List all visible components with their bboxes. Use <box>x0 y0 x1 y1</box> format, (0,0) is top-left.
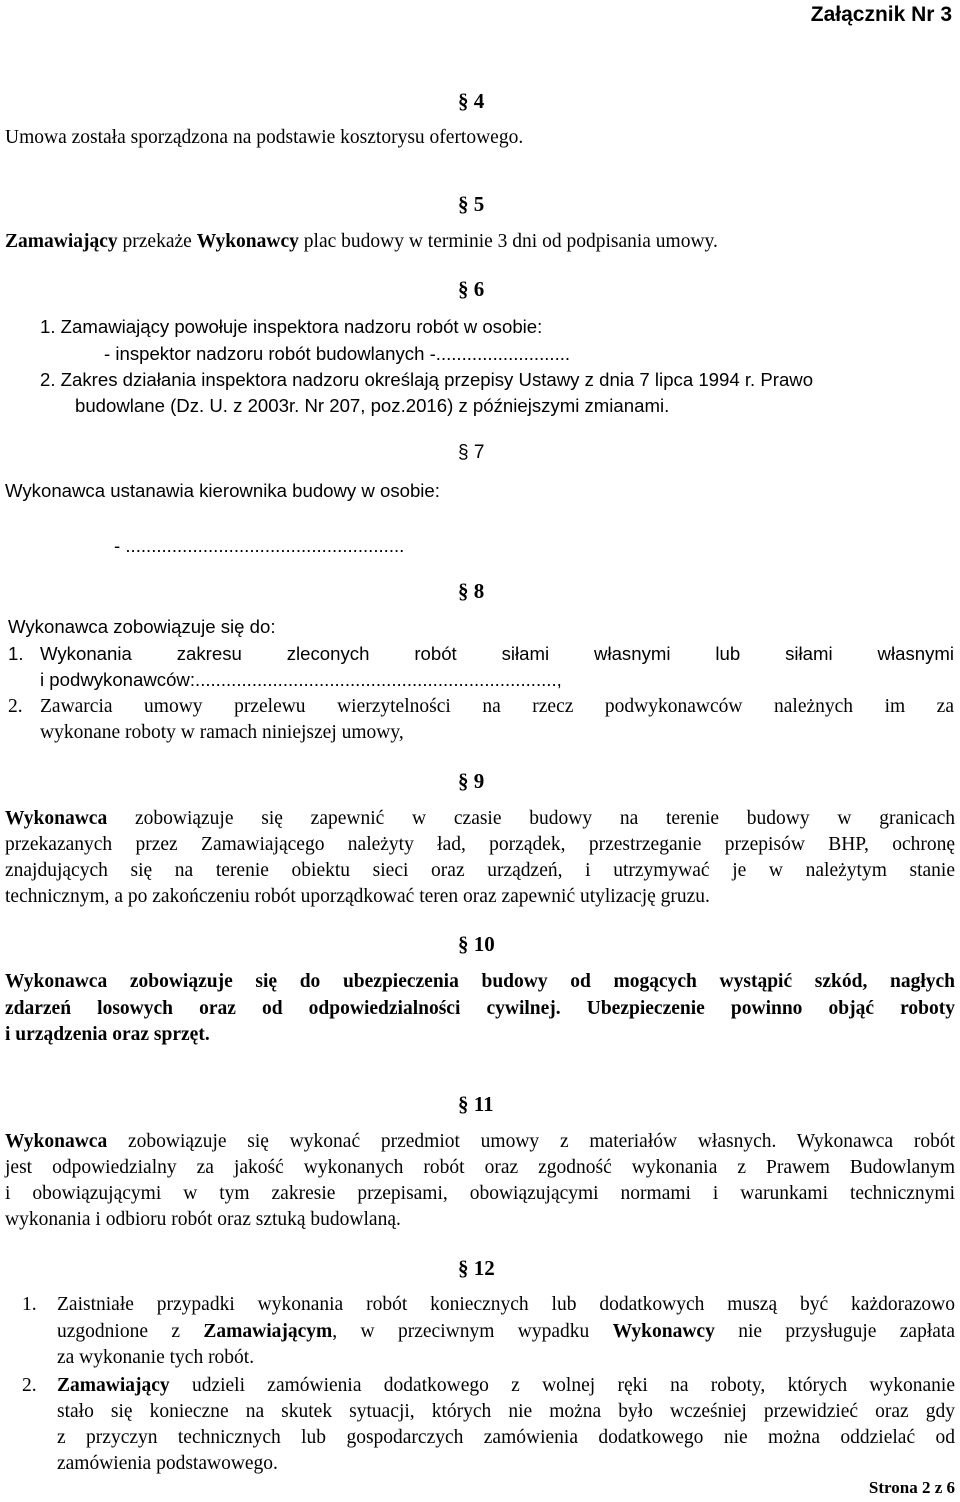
text-span: zobowiązuje się zapewnić w czasie budowy na terenie budowy w granicach <box>107 808 955 829</box>
text-span: udzieli zamówienia dodatkowego z wolnej ręki na roboty, których wykonanie <box>169 1375 955 1396</box>
section-8-item-1-num: 1. <box>8 643 24 664</box>
party-name: Zamawiający <box>57 1375 170 1396</box>
section-9-line-3: znajdujących się na terenie obiektu sieci oraz urządzeń, i utrzymywać je w należytym stanie <box>5 860 955 881</box>
section-12-item-1-line-1: Zaistniałe przypadki wykonania robót koniecznych lub dodatkowych muszą być każdorazowo <box>57 1294 955 1315</box>
section-9-line-2: przekazanych przez Zamawiającego należyty ład, porządek, przestrzeganie przepisów BHP, ochronę <box>5 834 955 855</box>
party-name: Zamawiający <box>5 231 118 252</box>
section-11-line-1 <box>5 1129 955 1155</box>
section-5-heading: § 5 <box>458 192 485 216</box>
text-span: uzgodnione z <box>57 1321 204 1342</box>
section-9-heading: § 9 <box>458 769 485 793</box>
section-6-item-2-line-2: budowlane (Dz. U. z 2003r. Nr 207, poz.2016) z późniejszymi zmianami. <box>75 395 670 416</box>
text-span: przekaże <box>117 231 197 252</box>
section-8-item-1-line-1: Wykonania zakresu zleconych robót siłami własnymi lub siłami własnymi <box>40 643 954 664</box>
section-7-dash-line: - ...................................................... <box>114 535 405 556</box>
section-9-line-1 <box>5 806 955 832</box>
text-span: nie przysługuje zapłata <box>714 1321 955 1342</box>
section-10-line-2: zdarzeń losowych oraz od odpowiedzialności cywilnej. Ubezpieczenie powinno objąć roboty <box>5 998 955 1019</box>
section-11-line-2: jest odpowiedzialny za jakość wykonanych robót oraz zgodność wykonania z Prawem Budowlanym <box>5 1157 955 1178</box>
section-4-text: Umowa została sporządzona na podstawie kosztorysu ofertowego. <box>5 127 524 148</box>
section-10-heading: § 10 <box>458 932 495 956</box>
section-12-item-2-num: 2. <box>22 1375 37 1396</box>
section-11-line-3: i obowiązującymi w tym zakresie przepisami, obowiązującymi normami i warunkami technicznymi <box>5 1183 955 1204</box>
section-12-item-2-line-4: zamówienia podstawowego. <box>57 1453 278 1474</box>
section-7-text: Wykonawca ustanawia kierownika budowy w osobie: <box>5 480 440 501</box>
section-8-item-2-num: 2. <box>8 696 23 717</box>
section-8-item-2-line-2: wykonane roboty w ramach niniejszej umowy, <box>40 722 404 743</box>
section-7-heading: § 7 <box>458 442 485 463</box>
section-10-line-1: Wykonawca zobowiązuje się do ubezpieczenia budowy od mogących wystąpić szkód, nagłych <box>5 971 955 992</box>
section-6-heading: § 6 <box>458 277 485 301</box>
text-span: , w przeciwnym wypadku <box>332 1321 613 1342</box>
party-name: Wykonawca <box>5 808 108 829</box>
section-5-text <box>5 229 718 255</box>
section-6-item-1-sub: - inspektor nadzoru robót budowlanych -.......................... <box>104 343 571 364</box>
party-name: Zamawiającym <box>203 1321 333 1342</box>
section-12-item-2-line-3: z przyczyn technicznych lub gospodarczych zamówienia dodatkowego nie można oddzielać od <box>57 1427 955 1448</box>
attachment-label: Załącznik Nr 3 <box>810 3 952 26</box>
section-8-item-2-line-1: Zawarcia umowy przelewu wierzytelności na rzecz podwykonawców należnych im za <box>40 696 954 717</box>
section-10-line-3: i urządzenia oraz sprzęt. <box>5 1024 210 1045</box>
text-span: zobowiązuje się wykonać przedmiot umowy z materiałów własnych. Wykonawca robót <box>107 1131 955 1152</box>
party-name: Wykonawcy <box>196 231 299 252</box>
section-11-heading: § 11 <box>458 1092 494 1116</box>
party-name: Wykonawca <box>5 1131 108 1152</box>
section-12-item-1-num: 1. <box>22 1294 37 1315</box>
section-12-heading: § 12 <box>458 1256 495 1280</box>
section-11-line-4: wykonania i odbioru robót oraz sztuką budowlaną. <box>5 1209 401 1230</box>
section-12-item-1-line-2 <box>57 1319 955 1345</box>
party-name: Wykonawcy <box>612 1321 715 1342</box>
section-8-intro: Wykonawca zobowiązuje się do: <box>8 616 276 637</box>
section-12-item-2-line-2: stało się konieczne na skutek sytuacji, których nie można było wcześniej przewidzieć oraz gdy <box>57 1401 955 1422</box>
section-6-item-2-line-1: 2. Zakres działania inspektora nadzoru określają przepisy Ustawy z dnia 7 lipca 1994 r. Prawo <box>40 369 814 390</box>
section-8-item-1-line-2: i podwykonawców:......................................................................, <box>40 669 562 690</box>
section-12-item-1-line-3: za wykonanie tych robót. <box>57 1347 255 1368</box>
section-8-heading: § 8 <box>458 579 485 603</box>
text-span: plac budowy w terminie 3 dni od podpisania umowy. <box>298 231 718 252</box>
page-number: Strona 2 z 6 <box>868 1478 955 1497</box>
section-4-heading: § 4 <box>458 89 485 113</box>
section-12-item-2-line-1 <box>57 1373 955 1399</box>
section-9-line-4: technicznym, a po zakończeniu robót uporządkować teren oraz zapewnić utylizację gruzu. <box>5 886 710 907</box>
section-6-item-1: 1. Zamawiający powołuje inspektora nadzoru robót w osobie: <box>40 316 543 337</box>
